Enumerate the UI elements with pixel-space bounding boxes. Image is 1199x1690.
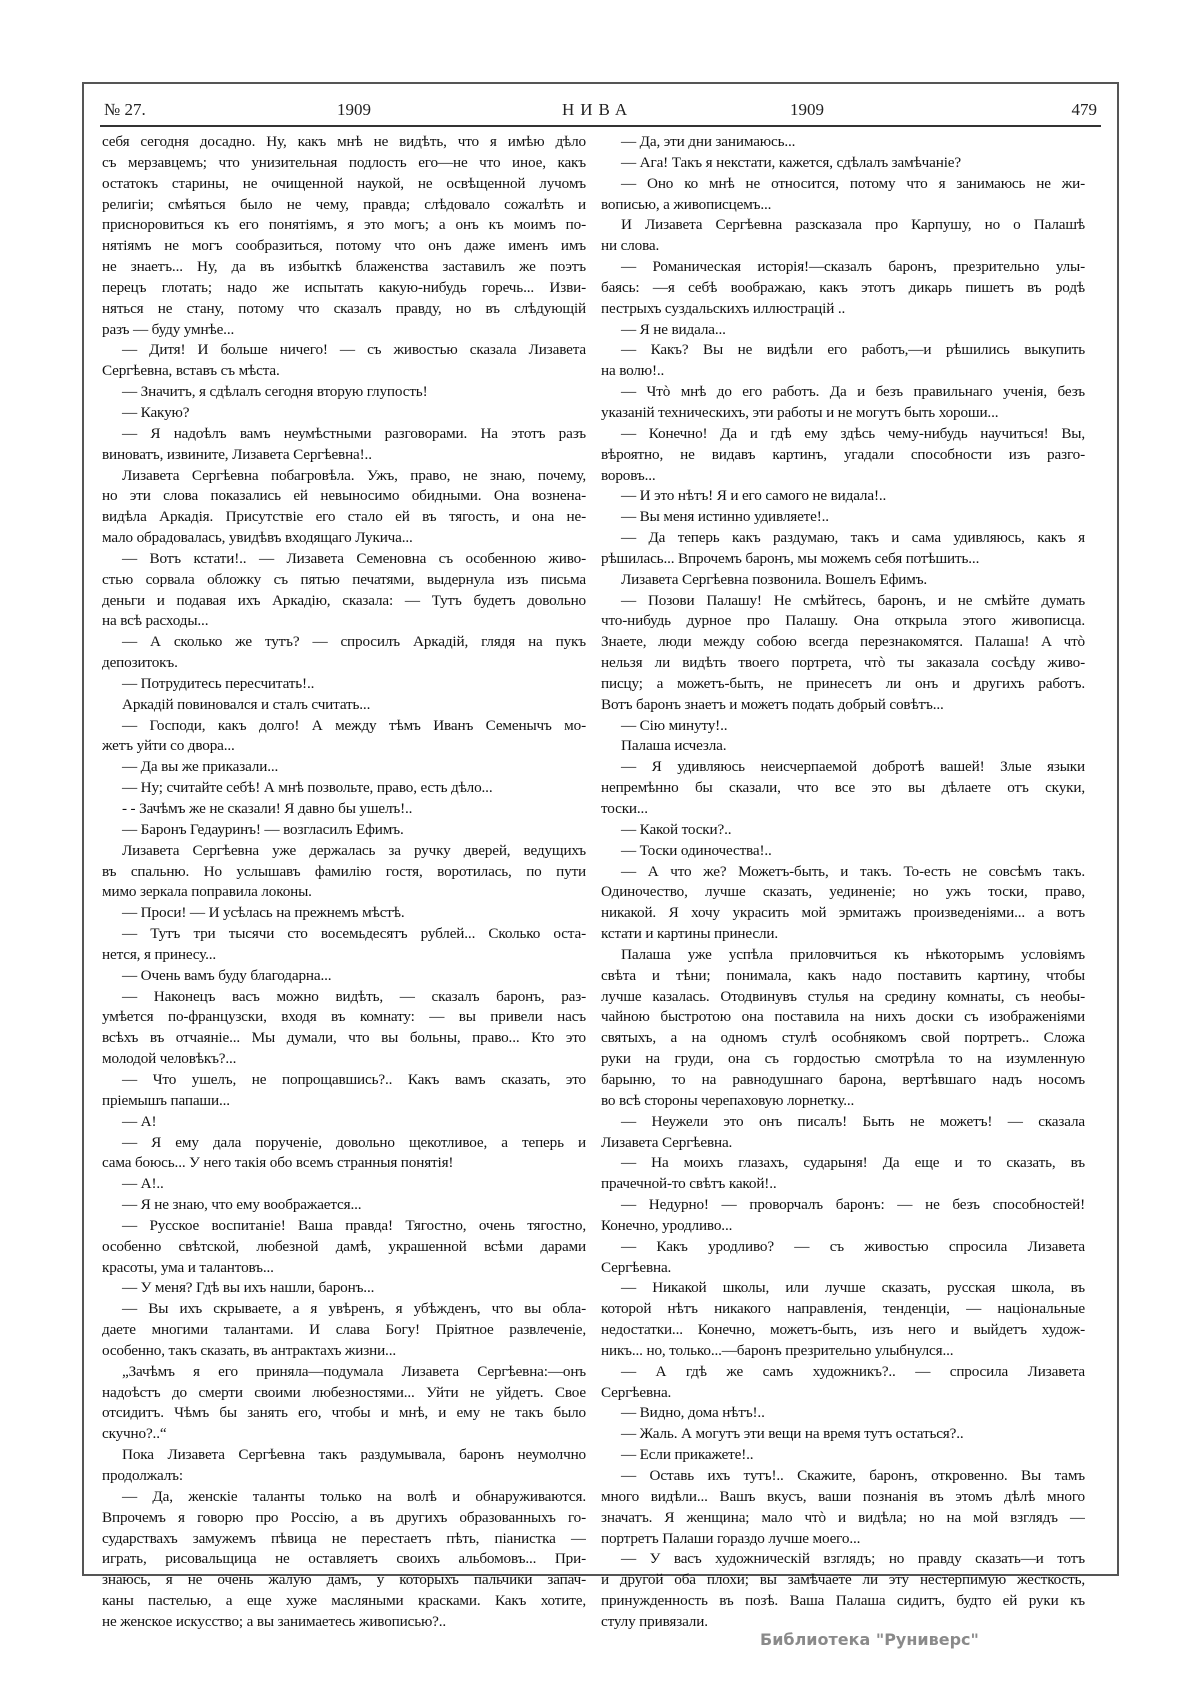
text-line: — И это нѣтъ! Я и его самого не видала!.. [621, 487, 887, 505]
text-line: — А!.. [122, 1175, 164, 1193]
text-line: — Я надоѣлъ вамъ неумѣстными разговорами. На этотъ разъ [122, 424, 586, 442]
text-line: „Зачѣмъ я его приняла—подумала Лизавета Сергѣевна:—онъ [122, 1362, 586, 1380]
text-line: Лизавета Сергѣевна позвонила. Вошелъ Ефимъ. [621, 570, 928, 588]
text-line: — Чтò мнѣ до его работъ. Да и безъ правильнаго ученія, безъ [621, 383, 1085, 401]
text-line: — А гдѣ же самъ художникъ?.. — спросила Лизавета [621, 1362, 1085, 1380]
text-line: никъ... но, только...—баронъ презрительно улыбнулся... [601, 1341, 954, 1359]
text-line: съ мерзавцемъ; что унизительная подлость его—не что иное, какъ [102, 153, 586, 171]
text-line: вѣроятно, не видавъ картинъ, угадали способности изъ разго- [601, 445, 1085, 463]
text-line: свѣта и тѣни; понимала, какъ надо поставить картину, чтобы [601, 966, 1085, 984]
year-right: 1909 [790, 100, 824, 119]
text-line: разъ — буду умнѣе... [102, 320, 235, 338]
text-line: — Позови Палашу! Не смѣйтесь, баронъ, и не смѣйте думать [621, 591, 1085, 609]
text-line: — Да, женскіе таланты только на волѣ и обнаруживаются. [122, 1487, 586, 1505]
text-line: остатокъ старины, не очищенной наукой, не освѣщенной лучомъ [102, 174, 586, 192]
text-line: — Какъ? Вы не видѣли его работъ,—и рѣшились выкупить [621, 341, 1085, 359]
text-line: перецъ глотать; надо же испытать какую-нибудь горечь... Изви- [102, 278, 586, 296]
text-line: — У меня? Гдѣ вы ихъ нашли, баронъ... [122, 1279, 375, 1297]
text-line: — Ну; считайте себѣ! А мнѣ позвольте, право, есть дѣло... [122, 779, 493, 797]
text-line: — Значитъ, я сдѣлалъ сегодня вторую глупость! [122, 383, 428, 401]
text-line: Лизавета Сергѣевна. [601, 1133, 733, 1151]
text-line: — Русское воспитаніе! Ваша правда! Тягостно, очень тягостно, [122, 1216, 586, 1234]
text-line: всѣхъ въ отчаяніе... Мы думали, что вы больны, право... Кто это [102, 1029, 586, 1047]
right-text-column [601, 132, 1085, 1633]
text-line: тоски... [601, 800, 648, 817]
text-line: — Неужели это онъ писалъ! Быть не можетъ! — сказала [621, 1112, 1085, 1130]
text-line: нятіямъ не могъ сообразиться, потому что онъ даже именъ имъ [102, 237, 586, 255]
text-line: много видѣли... Вашъ вкусъ, ваши познанія въ этомъ дѣлѣ много [601, 1487, 1085, 1505]
text-line: даете многими талантами. И слава Богу! Пріятное развлеченіе, [102, 1321, 586, 1339]
text-line: — А сколько же тутъ? — спросилъ Аркадій, глядя на пукъ [122, 633, 586, 651]
text-line: красоты, ума и талантовъ... [102, 1258, 274, 1276]
text-line: и другой оба плохи; вы замѣчаете ли эту нестерпимую жесткость, [601, 1571, 1085, 1589]
text-line: — Очень вамъ буду благодарна... [122, 966, 332, 984]
text-line: отсидитъ. Чѣмъ бы занять его, чтобы и мнѣ, и ему не такъ было [102, 1404, 586, 1422]
text-line: мало обрадовалась, увидѣвъ входящаго Лукича... [102, 529, 413, 547]
text-line: — А что же? Можетъ-быть, и такъ. То-есть не совсѣмъ такъ. [621, 862, 1085, 880]
text-line: которой нѣтъ никакого направленія, тенденціи, — національные [601, 1300, 1085, 1318]
text-line: Знаете, люди между собою всегда перезнакомятся. Палаша! А чтò [601, 633, 1085, 651]
text-line: — На моихъ глазахъ, сударыня! Да еще и то сказать, въ [621, 1154, 1085, 1172]
text-line: — Вотъ кстати!.. — Лизавета Семеновна съ особенною живо- [122, 549, 586, 567]
text-line: вописью, а живописцемъ... [601, 195, 772, 213]
text-line: воровъ... [601, 466, 656, 484]
text-line: сама боюсь... У него такія обо всемъ странныя понятія! [102, 1154, 454, 1172]
text-line: Конечно, уродливо... [601, 1216, 733, 1234]
text-line: въ спальню. Но услышавъ фамилію гостя, воротилась, по пути [102, 862, 586, 880]
text-line: — У васъ художническій взглядъ; но правду сказать—и тотъ [621, 1550, 1085, 1568]
text-line: И Лизавета Сергѣевна разсказала про Карпушу, но о Палашѣ [621, 216, 1085, 234]
text-line: — Вы ихъ скрываете, а я увѣренъ, я убѣжденъ, что вы обла- [122, 1300, 586, 1318]
text-line: прачечной-то свѣтъ какой!.. [601, 1175, 777, 1193]
text-line: Сергѣевна. [601, 1383, 672, 1401]
text-line: — Недурно! — проворчалъ баронъ: — не безъ способностей! [621, 1196, 1085, 1214]
text-line: Одиночество, лучше сказать, уединеніе; но ужъ тоски, право, [601, 883, 1085, 901]
text-line: — Потрудитесь пересчитать!.. [122, 674, 315, 692]
text-line: молодой человѣкъ?... [102, 1050, 237, 1068]
text-line: нется, я принесу... [102, 945, 217, 963]
text-line: пріемышъ папаши... [102, 1091, 230, 1109]
magazine-title: НИВА [562, 100, 634, 119]
text-line: — Я ему дала порученіе, довольно щекотливое, а теперь и [122, 1133, 586, 1151]
text-line: пестрыхъ суздальскихъ иллюстрацій .. [601, 299, 846, 317]
text-line: деньги и подавая ихъ Аркадію, сказала: — Тутъ будетъ довольно [102, 591, 586, 609]
text-line: ни слова. [601, 237, 660, 255]
text-line: видѣла Аркадія. Присутствіе его стало ей въ тягость, и она не- [102, 508, 586, 526]
text-line: — Я не видала... [621, 320, 726, 338]
text-line: — Оставь ихъ тутъ!.. Скажите, баронъ, откровенно. Вы тамъ [621, 1467, 1085, 1484]
issue-number: № 27. [104, 100, 146, 119]
text-line: виноватъ, извините, Лизавета Сергѣевна!.. [102, 445, 372, 463]
text-line: — А! [122, 1112, 157, 1130]
text-line: религіи; смѣяться было не чему, правда; слѣдовало сожалѣть и [102, 195, 586, 213]
text-line: сударствахъ замужемъ пѣвица не перестаетъ пѣть, піанистка — [102, 1529, 586, 1547]
text-line: продолжалъ: [102, 1467, 183, 1484]
text-line: — Романическая исторія!—сказалъ баронъ, презрительно улы- [621, 258, 1085, 276]
text-line: присноровиться къ его понятіямъ, я это могъ; а онъ къ моимъ по- [102, 216, 586, 234]
text-line: портретъ Палаши гораздо лучше моего... [601, 1529, 861, 1547]
text-line: что-нибудь дурное про Палашу. Она открыла этого живописца. [601, 612, 1085, 630]
text-line: рѣшилась... Впрочемъ баронъ, мы можемъ себя потѣшить... [601, 549, 980, 567]
text-line: — Да, эти дни занимаюсь... [621, 133, 796, 150]
text-line: — Никакой школы, или лучше сказать, русская школа, въ [621, 1279, 1085, 1297]
text-line: — Дитя! И больше ничего! — съ живостью сказала Лизавета [122, 341, 586, 359]
text-line: Палаша исчезла. [621, 737, 727, 755]
text-line: барыню, то на равнодушнаго барона, вертѣвшаго надъ носомъ [601, 1070, 1085, 1088]
text-line: — Сію минуту!.. [621, 716, 728, 734]
text-line: Сергѣевна. [601, 1258, 672, 1276]
text-line: стью сорвала обложку съ пятью печатями, выдернула изъ письма [102, 570, 586, 588]
text-line: принужденность въ позѣ. Ваша Палаша сидитъ, будто ей руки къ [601, 1592, 1085, 1610]
text-line: Вотъ баронъ знаетъ и можетъ подать добрый совѣтъ... [601, 695, 944, 713]
text-line: жетъ уйти со двора... [102, 737, 235, 755]
text-line: — Господи, какъ долго! А между тѣмъ Иванъ Семенычъ мо- [122, 716, 586, 734]
text-line: — Вы меня истинно удивляете!.. [621, 508, 829, 526]
text-line: непремѣнно бы сказали, что все это вы дѣлаете отъ скуки, [601, 779, 1085, 797]
text-line: мимо зеркала поправила локоны. [102, 883, 312, 901]
text-line: Лизавета Сергѣевна побагровѣла. Ужъ, право, не знаю, почему, [122, 466, 586, 484]
text-line: — Конечно! Да и гдѣ ему здѣсь чему-нибудь научиться! Вы, [621, 424, 1085, 442]
text-line: — Тутъ три тысячи сто восемьдесятъ рублей... Сколько оста- [122, 925, 586, 943]
text-line: — Наконецъ васъ можно видѣть, — сказалъ баронъ, раз- [122, 987, 586, 1005]
text-line: няться не стану, потому что сказалъ правду, но въ слѣдующій [102, 299, 586, 317]
text-line: — Баронъ Гедауринъ! — возгласилъ Ефимъ. [122, 820, 404, 838]
text-line: играть, рисовальщица не оставляетъ своихъ альбомовъ... При- [102, 1550, 586, 1568]
text-line: - - Зачѣмъ же не сказали! Я давно бы ушелъ!.. [122, 800, 413, 817]
text-line: чайною быстротою она поставила на нихъ доски съ изображеніями [601, 1008, 1085, 1026]
text-line: писцу; а можетъ-быть, не принесетъ ли онъ и другихъ работъ. [601, 674, 1085, 692]
text-line: — Какую? [122, 403, 190, 421]
text-line: — Тоски одиночества!.. [621, 841, 772, 859]
text-line: святыхъ, а на одномъ стулѣ особнякомъ свой портретъ.. Сложа [601, 1029, 1085, 1047]
text-line: баясь: —я себѣ воображаю, какъ этотъ дикарь пишетъ въ родѣ [601, 278, 1085, 296]
text-line: Сергѣевна, вставъ съ мѣста. [102, 362, 280, 380]
text-line: — Да теперь какъ раздумаю, такъ и сама удивляюсь, какъ я [621, 529, 1085, 547]
text-line: руки на груди, она съ гордостью смотрѣла то на изумленную [601, 1050, 1085, 1068]
text-line: особенно, такъ сказать, въ антрактахъ жизни... [102, 1341, 396, 1359]
text-line: — Что ушелъ, не попрощавшись?.. Какъ вамъ сказать, это [122, 1070, 586, 1088]
text-line: во всѣ стороны черепаховую лорнетку... [601, 1091, 855, 1109]
text-line: — Какой тоски?.. [621, 820, 732, 838]
text-line: Аркадій повиновался и сталъ считать... [122, 695, 371, 713]
text-line: — Я удивляюсь неисчерпаемой добротѣ вашей! Злые языки [621, 758, 1085, 776]
header-rule [100, 125, 1101, 127]
text-line: стулу привязали. [601, 1612, 708, 1630]
text-line: Пока Лизавета Сергѣевна такъ раздумывала, баронъ неумолчно [122, 1446, 586, 1464]
text-line: на всѣ расходы... [102, 612, 209, 630]
library-watermark: Библиотека "Руниверс" [760, 1630, 979, 1649]
text-line: — Если прикажете!.. [621, 1446, 754, 1464]
text-line: — Ага! Такъ я некстати, кажется, сдѣлалъ замѣчаніе? [621, 153, 961, 171]
text-line: лучше казалась. Отодвинувъ стулья на средину комнаты, съ необы- [601, 987, 1085, 1005]
text-line: недостатки... Конечно, можетъ-быть, изъ него и выйдетъ худож- [601, 1321, 1085, 1339]
text-line: себя сегодня досадно. Ну, какъ мнѣ не видѣть, что я имѣю дѣло [102, 133, 586, 150]
page-number: 479 [1071, 100, 1097, 119]
text-line: Палаша уже успѣла приловчиться къ нѣкоторымъ условіямъ [621, 945, 1085, 963]
text-line: нельзя ли видѣть твоего портрета, чтò ты заказала сосѣду живо- [601, 654, 1085, 672]
text-line: никакой. Я хочу украсить мой эрмитажъ произведеніями... а вотъ [601, 904, 1085, 922]
text-line: кстати и картины принесли. [601, 925, 779, 943]
text-line: не женское искусство; а вы занимаетесь живописью?.. [102, 1612, 447, 1630]
text-line: на волю!.. [601, 362, 665, 380]
text-line: каны пастелью, а еще хуже масляными красками. Какъ хотите, [102, 1592, 586, 1610]
text-line: надоѣстъ до смерти своими любезностями... Уйти не уйдетъ. Свое [102, 1383, 586, 1401]
text-line: но эти слова показались ей невыносимо обидными. Она вознена- [102, 487, 586, 505]
text-line: скучно?..“ [102, 1425, 167, 1443]
text-line: — Какъ уродливо? — съ живостью спросила Лизавета [621, 1237, 1085, 1255]
text-line: — Видно, дома нѣтъ!.. [621, 1404, 765, 1422]
text-line: Впрочемъ я говорю про Россію, а въ другихъ образованныхъ го- [102, 1508, 586, 1526]
text-line: Лизавета Сергѣевна уже держалась за ручку дверей, ведущихъ [122, 841, 586, 859]
text-line: — Я не знаю, что ему воображается... [122, 1196, 362, 1214]
text-line: умѣется по-французски, входя въ комнату: — вы привели насъ [102, 1008, 586, 1026]
text-line: особенно свѣтской, любезной дамѣ, украшенной всѣми дарами [102, 1237, 586, 1255]
text-line: депозитокъ. [102, 654, 178, 672]
running-header [102, 96, 1099, 124]
text-line: — Оно ко мнѣ не относится, потому что я занимаюсь не жи- [621, 174, 1085, 192]
page-frame [82, 82, 1119, 1630]
text-line: значатъ. Я женщина; мало чтò и видѣла; но на мой взглядъ — [601, 1508, 1085, 1526]
text-line: не знаетъ... Ну, да въ избыткѣ блаженства заставилъ же поэтъ [102, 258, 586, 276]
year-left: 1909 [337, 100, 371, 119]
text-line: знаюсь, я не очень жалую дамъ, у которыхъ пальчики запач- [102, 1571, 586, 1589]
text-line: — Проси! — И усѣлась на прежнемъ мѣстѣ. [122, 904, 405, 922]
left-text-column [102, 132, 586, 1633]
text-line: указаній техническихъ, эти работы и не могутъ быть хороши... [601, 403, 999, 421]
text-line: — Да вы же приказали... [122, 758, 279, 776]
text-line: — Жаль. А могутъ эти вещи на время тутъ остаться?.. [621, 1425, 964, 1443]
